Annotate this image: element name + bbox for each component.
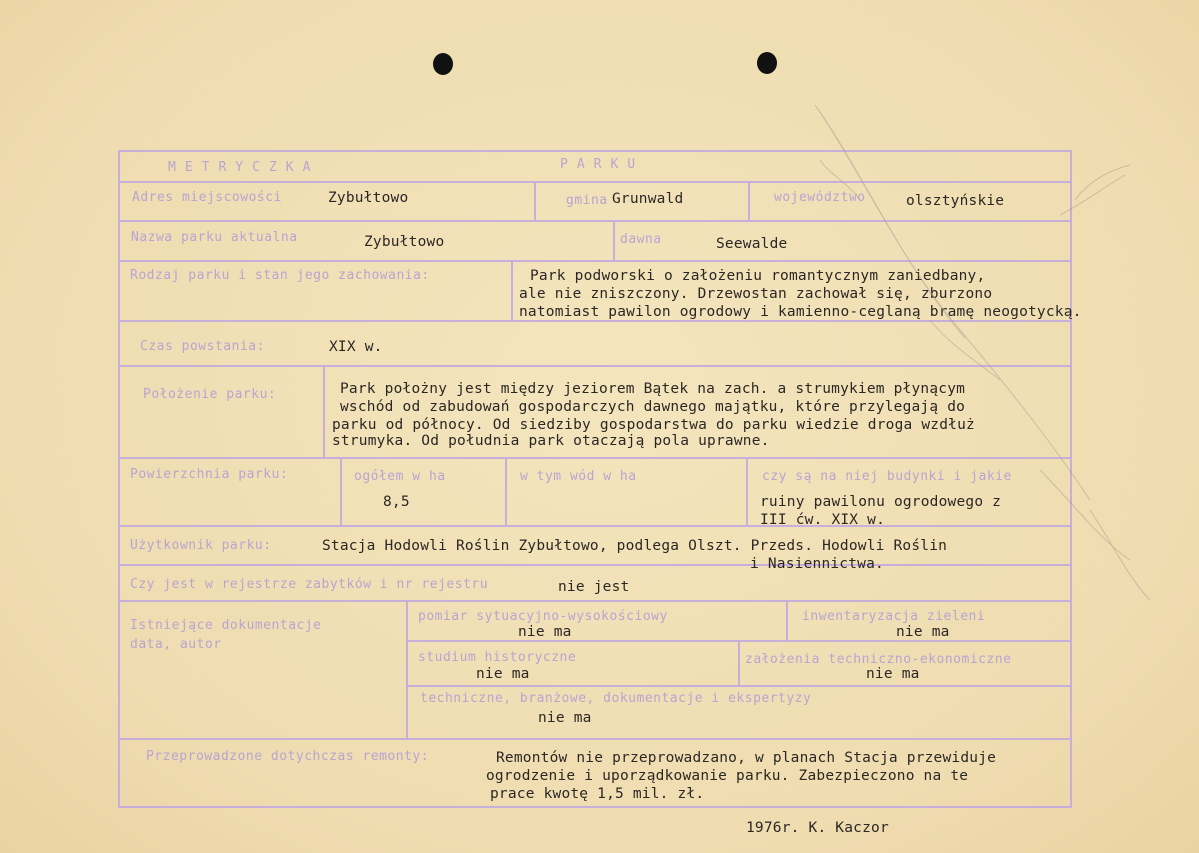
grid-line: [1070, 150, 1072, 808]
value-uzytkownik-line-2: i Nasiennictwa.: [750, 556, 884, 572]
value-studium: nie ma: [476, 666, 530, 682]
grid-line: [118, 150, 1072, 152]
label-studium: studium historyczne: [418, 650, 577, 665]
grid-line: [118, 181, 1072, 183]
label-inwentaryzacja: inwentaryzacja zieleni: [802, 609, 986, 624]
grid-line: [738, 640, 740, 685]
grid-line: [118, 457, 1072, 459]
label-dokumentacje-1: Istniejące dokumentacje: [130, 618, 322, 633]
label-wojewodztwo: województwo: [774, 190, 866, 205]
grid-line: [406, 600, 408, 738]
grid-line: [511, 260, 513, 320]
grid-line: [406, 685, 1072, 687]
grid-line: [118, 564, 1072, 566]
value-remonty-line-1: Remontów nie przeprowadzano, w planach Stacja przewiduje: [496, 750, 997, 766]
label-uzytkownik: Użytkownik parku:: [130, 538, 272, 553]
grid-line: [746, 457, 748, 525]
label-budynki: czy są na niej budynki i jakie: [762, 469, 1012, 484]
value-techniczne: nie ma: [538, 710, 592, 726]
value-pomiar: nie ma: [518, 624, 572, 640]
grid-line: [118, 220, 1072, 222]
value-rodzaj-line-3: natomiast pawilon ogrodowy i kamienno-ceglaną bramę neogotycką.: [519, 304, 1082, 320]
label-remonty: Przeprowadzone dotychczas remonty:: [146, 749, 430, 764]
punch-hole-left: [433, 53, 453, 75]
value-nazwa-dawna: Seewalde: [716, 236, 788, 252]
value-miejscowosc: Zybułtowo: [328, 190, 409, 206]
grid-line: [118, 738, 1072, 740]
value-remonty-line-3: prace kwotę 1,5 mil. zł.: [490, 786, 705, 802]
value-remonty-line-2: ogrodzenie i uporządkowanie parku. Zabezpieczono na te: [486, 768, 969, 784]
value-polozenie-line-4: strumyka. Od południa park otaczają pola uprawne.: [332, 433, 770, 449]
label-pomiar: pomiar sytuacyjno-wysokościowy: [418, 609, 668, 624]
grid-line: [340, 457, 342, 525]
grid-line: [118, 150, 120, 808]
grid-line: [748, 181, 750, 220]
signature-line: 1976r. K. Kaczor: [746, 820, 889, 836]
value-polozenie-line-1: Park położny jest między jeziorem Bątek na zach. a strumykiem płynącym: [340, 381, 966, 397]
label-dokumentacje-2: data, autor: [130, 637, 222, 652]
value-nazwa-aktualna: Zybułtowo: [364, 234, 445, 250]
label-powierzchnia: Powierzchnia parku:: [130, 467, 289, 482]
grid-line: [613, 220, 615, 260]
value-polozenie-line-3: parku od północy. Od siedziby gospodarstwa do parku wiedzie droga wzdłuż: [332, 417, 975, 433]
punch-hole-right: [757, 52, 777, 74]
grid-line: [118, 806, 1072, 808]
value-budynki-line-1: ruiny pawilonu ogrodowego z: [760, 494, 1002, 510]
grid-line: [118, 260, 1072, 262]
value-czas-powstania: XIX w.: [329, 339, 383, 355]
value-zalozenia: nie ma: [866, 666, 920, 682]
grid-line: [786, 600, 788, 640]
label-polozenie: Położenie parku:: [143, 387, 277, 402]
value-budynki-line-2: III ćw. XIX w.: [760, 512, 886, 528]
value-rejestr: nie jest: [558, 579, 630, 595]
label-rejestr: Czy jest w rejestrze zabytków i nr rejestru: [130, 577, 489, 592]
label-czas: Czas powstania:: [140, 339, 265, 354]
grid-line: [505, 457, 507, 525]
value-ogolem-ha: 8,5: [383, 494, 410, 510]
value-gmina: Grunwald: [612, 191, 684, 207]
value-uzytkownik-line-1: Stacja Hodowli Roślin Zybułtowo, podlega Olszt. Przeds. Hodowli Roślin: [322, 538, 948, 554]
label-wody: w tym wód w ha: [520, 469, 637, 484]
grid-line: [323, 365, 325, 457]
form-title-left: METRYCZKA: [168, 160, 320, 175]
value-polozenie-line-2: wschód od zabudowań gospodarczych dawnego majątku, które przylegają do: [340, 399, 966, 415]
label-adres: Adres miejscowości: [132, 190, 282, 205]
label-nazwa: Nazwa parku aktualna: [131, 230, 298, 245]
label-rodzaj: Rodzaj parku i stan jego zachowania:: [130, 268, 430, 283]
value-inwentaryzacja: nie ma: [896, 624, 950, 640]
label-zalozenia: założenia techniczno-ekonomiczne: [745, 652, 1012, 667]
form-title-right: PARKU: [560, 157, 645, 172]
label-techniczne: techniczne, branżowe, dokumentacje i ekspertyzy: [420, 691, 812, 706]
value-rodzaj-line-1: Park podworski o założeniu romantycznym zaniedbany,: [530, 268, 986, 284]
label-ogolem: ogółem w ha: [354, 469, 446, 484]
grid-line: [118, 365, 1072, 367]
label-dawna: dawna: [620, 232, 662, 247]
value-rodzaj-line-2: ale nie zniszczony. Drzewostan zachował się, zburzono: [519, 286, 993, 302]
label-gmina: gmina: [566, 193, 608, 208]
grid-line: [118, 525, 1072, 527]
grid-line: [534, 181, 536, 220]
value-wojewodztwo: olsztyńskie: [906, 193, 1005, 209]
grid-line: [118, 600, 1072, 602]
